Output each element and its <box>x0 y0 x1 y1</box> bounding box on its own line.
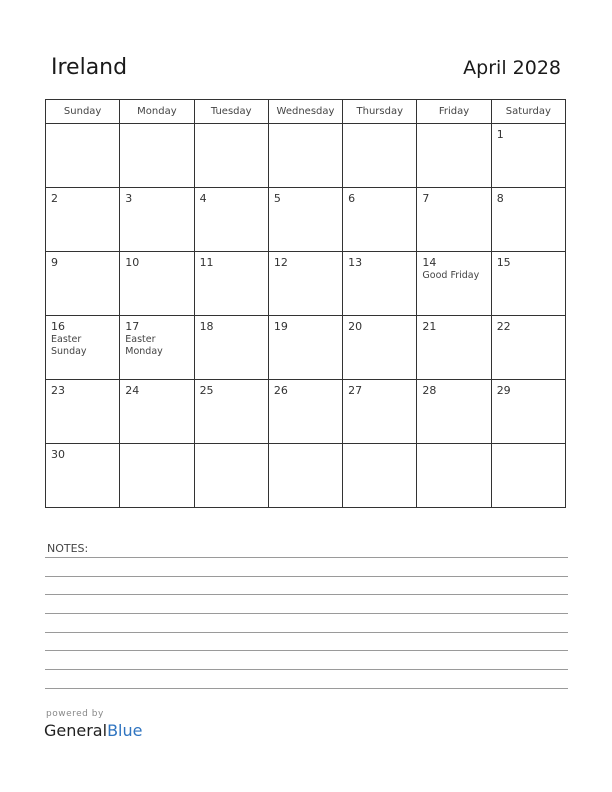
calendar-grid <box>45 99 566 508</box>
day-number: 29 <box>496 384 511 397</box>
weekday-sunday: Sunday <box>46 100 120 124</box>
day-cell <box>417 316 491 380</box>
day-cell <box>120 252 194 316</box>
note-line <box>45 632 568 633</box>
day-cell <box>343 188 417 252</box>
day-number: 12 <box>273 256 288 269</box>
day-number: 6 <box>348 192 356 205</box>
day-cell <box>491 188 565 252</box>
day-cell <box>46 380 120 444</box>
brand-blue: Blue <box>107 721 143 740</box>
holiday-label: Easter Monday <box>125 334 163 357</box>
day-cell <box>194 380 268 444</box>
day-cell <box>491 444 565 508</box>
week-row <box>46 252 566 316</box>
day-number: 19 <box>273 320 288 333</box>
day-number: 23 <box>51 384 65 397</box>
day-number: 15 <box>496 256 511 269</box>
day-number: 16 <box>51 320 65 333</box>
day-number: 1 <box>496 128 504 141</box>
month-year-title: April 2028 <box>463 57 561 79</box>
note-line <box>45 557 568 558</box>
day-number: 4 <box>199 192 207 205</box>
day-cell <box>343 316 417 380</box>
day-number: 10 <box>125 256 140 269</box>
note-line <box>45 669 568 670</box>
day-cell <box>194 444 268 508</box>
day-cell <box>268 252 342 316</box>
week-row <box>46 188 566 252</box>
note-line <box>45 688 568 689</box>
day-number: 30 <box>51 448 65 461</box>
day-number: 11 <box>199 256 214 269</box>
holiday-label: Good Friday <box>422 270 480 281</box>
weekday-monday: Monday <box>120 100 194 124</box>
week-row <box>46 380 566 444</box>
day-number: 25 <box>199 384 214 397</box>
day-number: 27 <box>348 384 363 397</box>
day-number: 20 <box>348 320 363 333</box>
day-cell <box>343 252 417 316</box>
day-number: 8 <box>496 192 504 205</box>
day-cell <box>491 316 565 380</box>
day-cell <box>46 124 120 188</box>
day-cell <box>417 124 491 188</box>
day-number: 14 <box>422 256 437 269</box>
day-number: 28 <box>422 384 437 397</box>
note-line <box>45 576 568 577</box>
day-cell <box>194 188 268 252</box>
week-row <box>46 316 566 380</box>
day-cell <box>343 444 417 508</box>
day-cell <box>268 316 342 380</box>
note-line <box>45 650 568 651</box>
day-number: 13 <box>348 256 363 269</box>
weekday-friday: Friday <box>417 100 491 124</box>
day-cell <box>194 316 268 380</box>
day-cell <box>417 380 491 444</box>
day-cell <box>120 380 194 444</box>
country-title: Ireland <box>51 55 128 80</box>
day-cell <box>491 124 565 188</box>
day-number: 2 <box>51 192 58 205</box>
weekday-header-row <box>46 100 566 124</box>
day-cell <box>120 444 194 508</box>
day-cell <box>194 252 268 316</box>
day-cell <box>491 380 565 444</box>
day-cell <box>343 124 417 188</box>
day-cell <box>417 444 491 508</box>
day-cell <box>46 188 120 252</box>
day-cell <box>417 188 491 252</box>
day-cell <box>417 252 491 316</box>
day-cell <box>120 316 194 380</box>
day-cell <box>491 252 565 316</box>
day-number: 22 <box>496 320 511 333</box>
day-cell <box>194 124 268 188</box>
day-cell <box>46 316 120 380</box>
holiday-label: Easter Sunday <box>51 334 87 357</box>
day-cell <box>120 124 194 188</box>
day-cell <box>268 444 342 508</box>
day-number: 24 <box>125 384 140 397</box>
weekday-wednesday: Wednesday <box>268 100 342 124</box>
note-line <box>45 613 568 614</box>
day-cell <box>268 380 342 444</box>
day-number: 9 <box>51 256 58 269</box>
day-number: 18 <box>199 320 214 333</box>
day-number: 26 <box>273 384 288 397</box>
day-number: 7 <box>422 192 430 205</box>
weekday-tuesday: Tuesday <box>194 100 268 124</box>
day-cell <box>268 124 342 188</box>
day-cell <box>343 380 417 444</box>
note-line <box>45 594 568 595</box>
powered-by-text: powered by <box>46 709 104 719</box>
day-cell <box>268 188 342 252</box>
day-cell <box>120 188 194 252</box>
day-number: 3 <box>125 192 133 205</box>
week-row <box>46 444 566 508</box>
week-row <box>46 124 566 188</box>
notes-label: NOTES: <box>47 542 89 555</box>
weekday-thursday: Thursday <box>343 100 417 124</box>
day-number: 17 <box>125 320 140 333</box>
day-cell <box>46 444 120 508</box>
day-number: 21 <box>422 320 437 333</box>
brand-logo <box>44 721 142 740</box>
brand-general: General <box>44 721 108 740</box>
day-cell <box>46 252 120 316</box>
day-number: 5 <box>273 192 281 205</box>
weekday-saturday: Saturday <box>491 100 565 124</box>
